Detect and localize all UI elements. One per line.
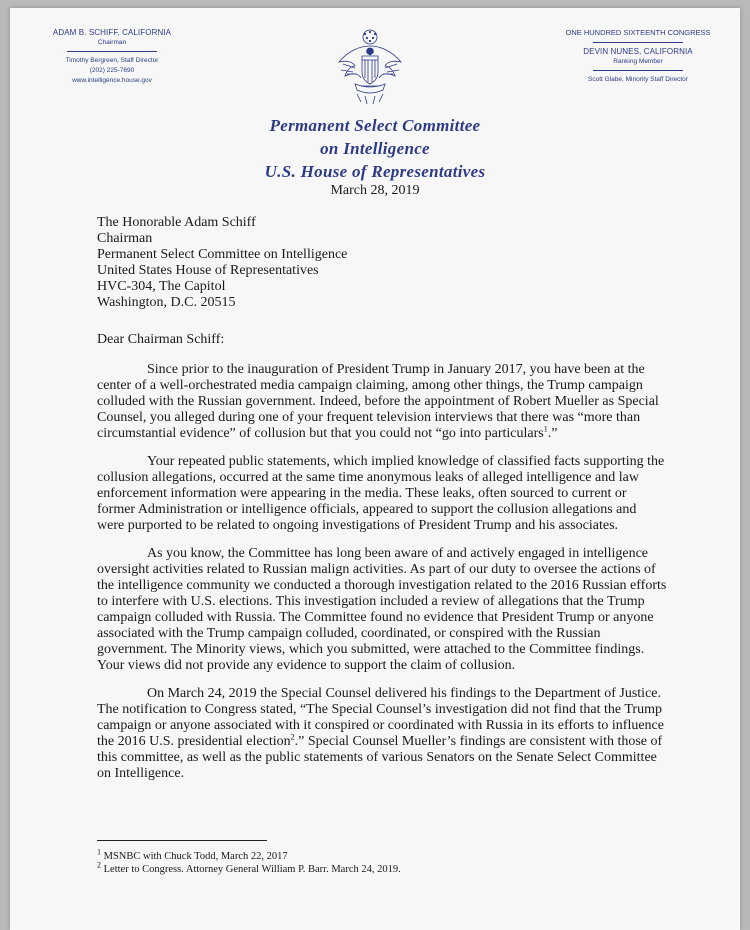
chairman-title: Chairman — [97, 39, 127, 46]
letter-page — [10, 8, 740, 930]
paragraph-1: Since prior to the inauguration of President Trump in January 2017, you have been at the center of a well-orchestrated media campaign claiming, among other things, the Trump campaign colluded with the Russian government. Indeed, before the appointment of Robert Mueller as Special Counsel, you alleged during one of your frequent television interviews that there was “more than circumstantial evidence” of collusion but that you could not “go into particulars$^1$.” — [97, 362, 659, 441]
letter-date: March 28, 2019 — [330, 183, 420, 198]
masthead-line-3: U.S. House of Representatives — [264, 162, 486, 181]
letter-body — [97, 362, 667, 794]
address-line: HVC-304, The Capitol — [97, 279, 226, 294]
committee-masthead — [10, 114, 740, 183]
divider — [593, 42, 683, 43]
footnotes — [97, 847, 401, 876]
paragraph-3: As you know, the Committee has long been aware of and actively engaged in intelligence oversight activities related to Russian malign activities. As part of our duty to oversee the actions of the intelligence community we conducted a thorough investigation related to the 2016 Russian efforts to interfere with U.S. elections. This investigation included a review of allegations that the Trump campaign colluded with Russia. The Committee found no evidence that President Trump or anyone associated with the Trump campaign colluded, coordinated, or conspired with the Russian government. The Minority views, which you submitted, were attached to the Committee findings. Your views did not provide any evidence to support the claim of collusion. — [97, 546, 667, 673]
minority-staff-director: Scott Glabe, Minority Staff Director — [588, 76, 688, 83]
congress-label: ONE HUNDRED SIXTEENTH CONGRESS — [565, 28, 711, 37]
address-line: United States House of Representatives — [97, 263, 319, 278]
recipient-address — [97, 215, 347, 311]
footnote-divider — [97, 840, 267, 841]
paragraph-4: On March 24, 2019 the Special Counsel delivered his findings to the Department of Justice. The notification to Congress stated, “The Special Counsel’s investigation did not find that the Trump campaign or anyone associated with it conspired or coordinated with Russia in its efforts to influence the 2016 U.S. presidential election$^2$.” Special Counsel Mueller’s findings are consistent with those of this committee, as well as the public statements of various Senators on the Senate Select Committee on Intelligence. — [97, 686, 664, 781]
masthead-line-2: on Intelligence — [320, 139, 430, 158]
address-line: Washington, D.C. 20515 — [97, 295, 236, 310]
masthead-line-1: Permanent Select Committee — [269, 116, 481, 135]
paragraph-2: Your repeated public statements, which implied knowledge of classified facts supporting the collusion allegations, occurred at the same time anonymous leaks of alleged intelligence and law enforcement information were appearing in the media. These leaks, often sourced to current or former Administration or intelligence officials, appeared to support the collusion allegations and were purported to be related to ongoing investigations of President Trump and his associates. — [97, 454, 665, 533]
divider — [67, 51, 157, 52]
phone: (202) 225-7690 — [89, 67, 135, 74]
ranking-member-title: Ranking Member — [613, 58, 663, 65]
house-seal-eagle-icon — [335, 28, 405, 108]
footnote-2: $^2$ Letter to Congress. Attorney General William P. Barr. March 24, 2019. — [97, 860, 401, 875]
staff-director: Timothy Bergreen, Staff Director — [65, 57, 159, 64]
salutation: Dear Chairman Schiff: — [97, 332, 225, 347]
website: www.intelligence.house.gov — [72, 77, 152, 84]
footnote-ref-1: 1 — [543, 424, 548, 434]
letterhead-left — [22, 28, 202, 86]
address-line: The Honorable Adam Schiff — [97, 215, 256, 230]
divider — [593, 70, 683, 71]
chairman-name: ADAM B. SCHIFF, CALIFORNIA — [52, 28, 172, 37]
footnote-1: $^1$ MSNBC with Chuck Todd, March 22, 2017 — [97, 847, 288, 862]
address-line: Permanent Select Committee on Intelligence — [97, 247, 348, 262]
footnote-ref-2: 2 — [290, 732, 295, 742]
address-line: Chairman — [97, 231, 153, 246]
ranking-member-name: DEVIN NUNES, CALIFORNIA — [583, 47, 693, 56]
letterhead-right — [548, 28, 728, 85]
